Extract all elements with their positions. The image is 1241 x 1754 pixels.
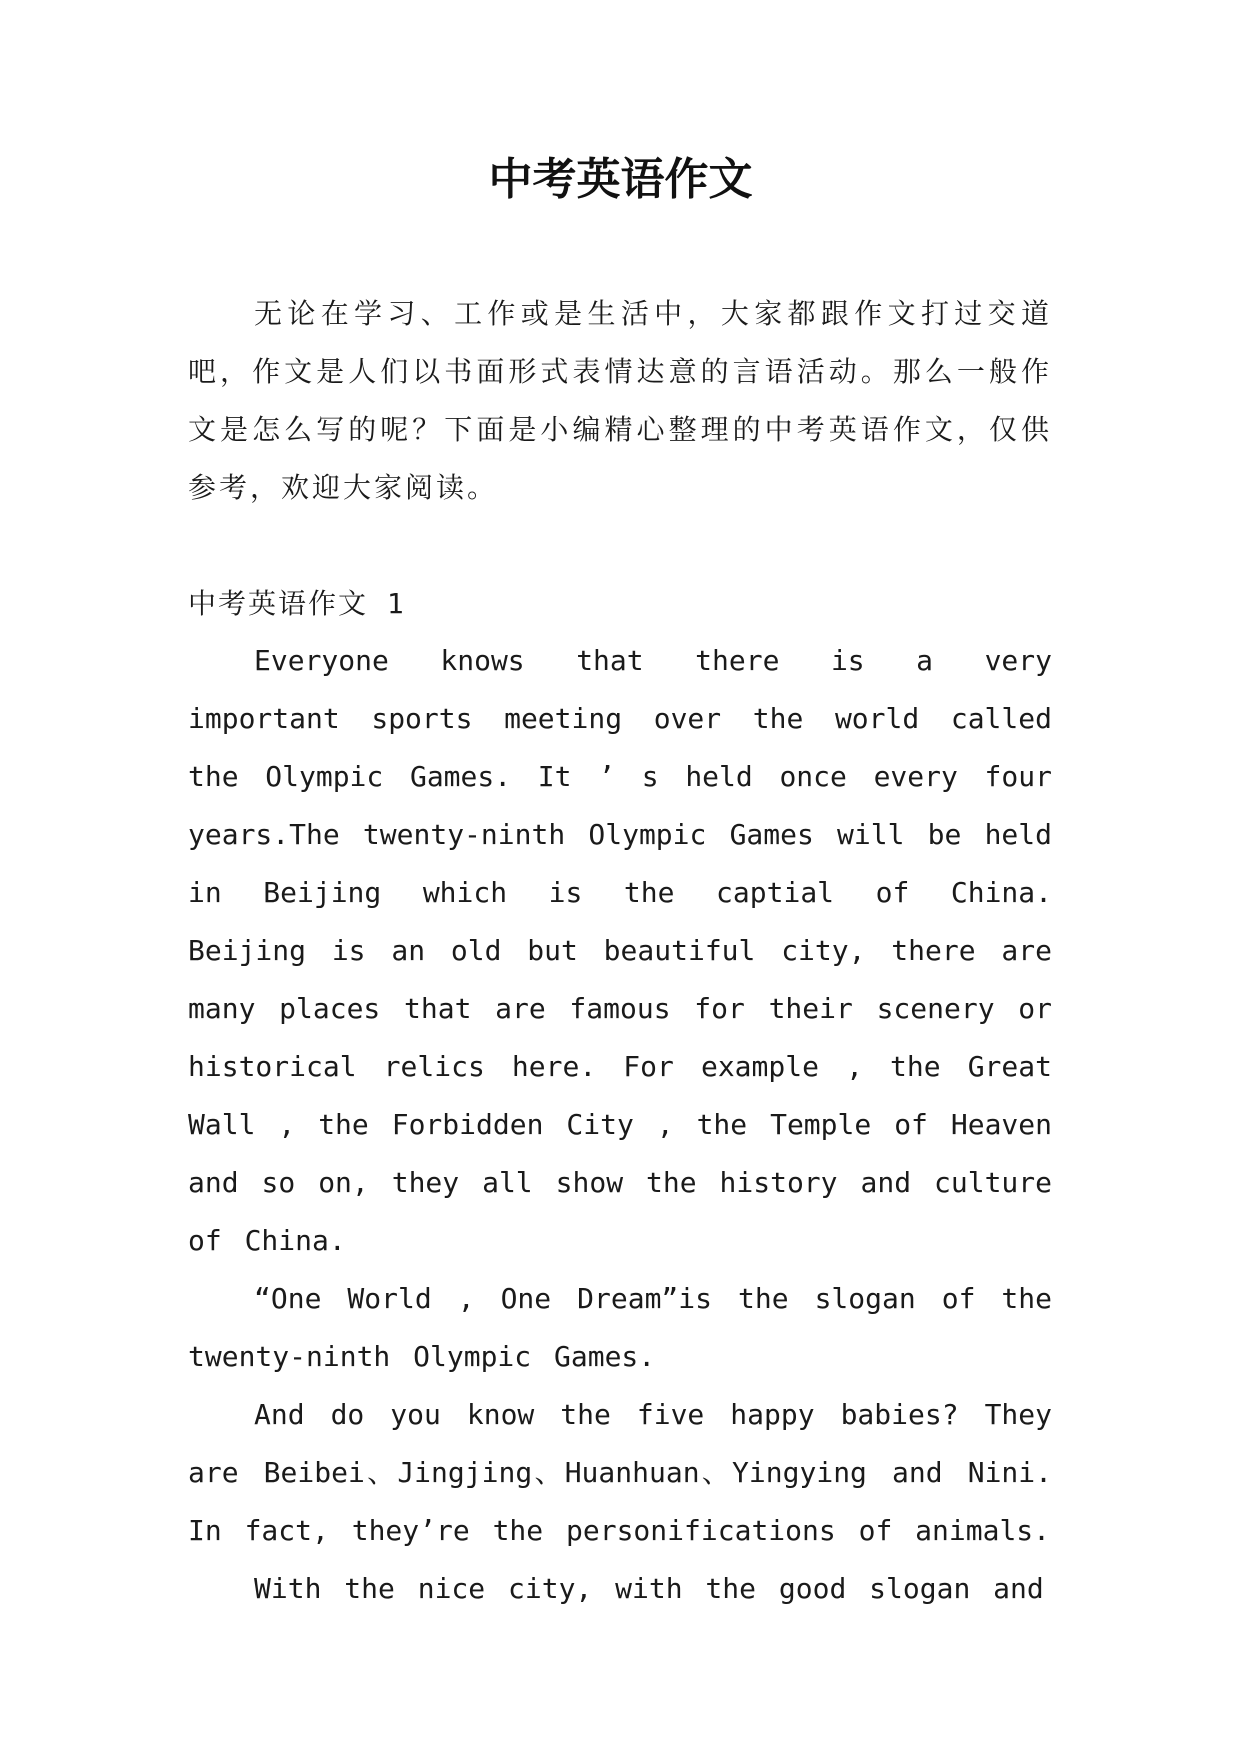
section-heading: 中考英语作文 1 [188,587,406,620]
document-title: 中考英语作文 [488,154,753,205]
essay-paragraph: And do you know the five happy babies? They are Beibei、Jingjing、Huanhuan、Yingying and Nini. In fact, they’re the personifications of animals. [188,1398,1052,1547]
intro-paragraph: 无论在学习、工作或是生活中，大家都跟作文打过交道吧，作文是人们以书面形式表情达意的言语活动。那么一般作文是怎么写的呢？下面是小编精心整理的中考英语作文，仅供参考，欢迎大家阅读。 [188,297,1052,504]
essay-paragraph: “One World , One Dream”is the slogan of the twenty-ninth Olympic Games. [188,1282,1052,1373]
essay-body [188,632,1052,1618]
essay-paragraph: Everyone knows that there is a very important sports meeting over the world called the Olympic Games. It ’ s held once every four years.The twenty-ninth Olympic Games will be held in Beijing which is the captial of China. Beijing is an old but beautiful city, there are many places that are famous for their scenery or historical relics here. For example , the Great Wall , the Forbidden City , the Temple of Heaven and so on, they all show the history and culture of China. [188,644,1052,1257]
essay-paragraph: With the nice city, with the good slogan and [254,1572,1044,1605]
